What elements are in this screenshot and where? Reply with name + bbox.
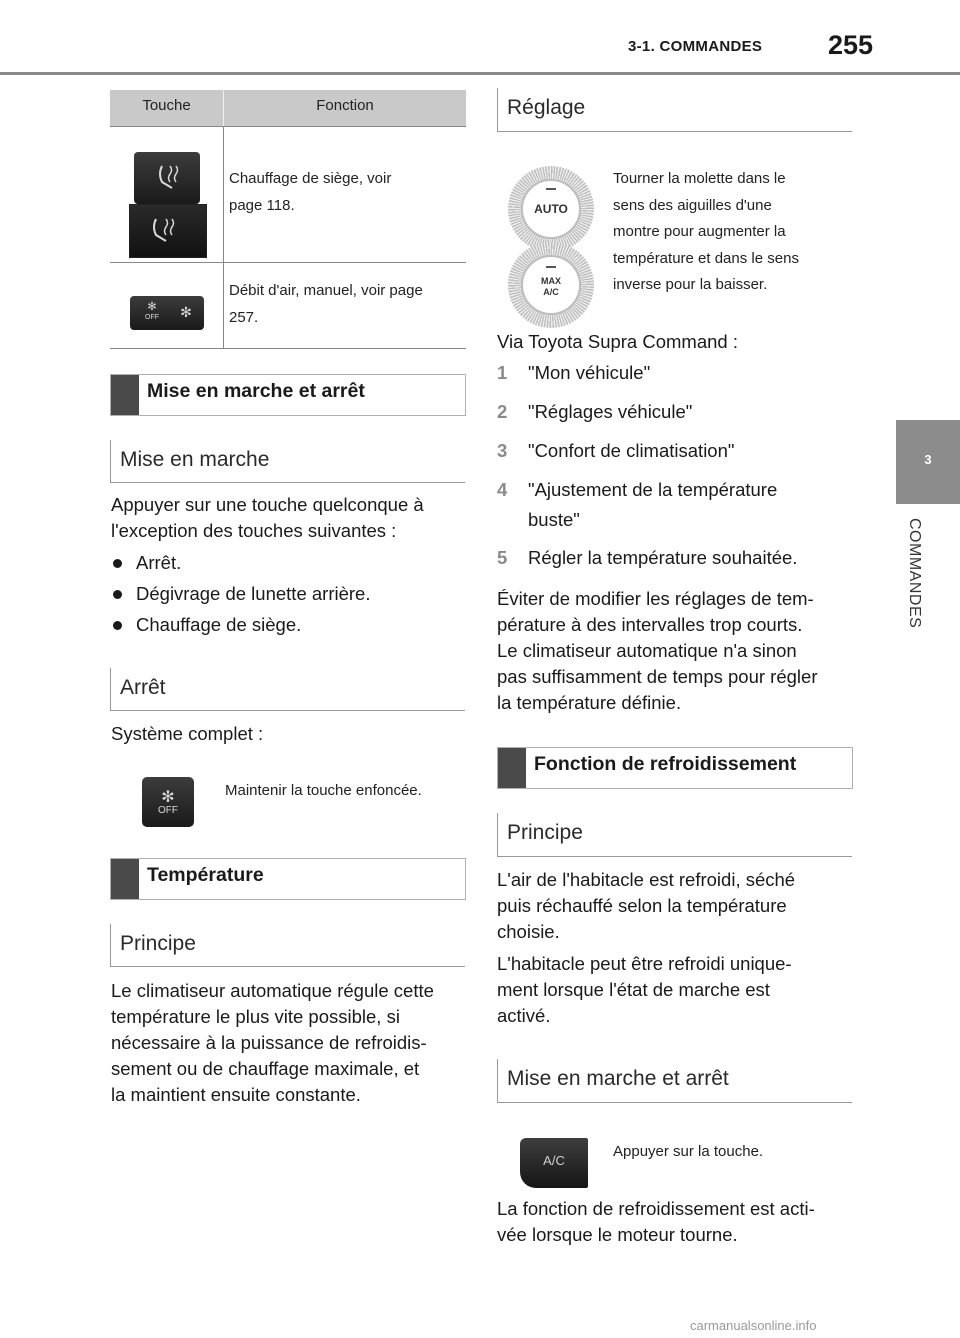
- step-text: buste": [528, 509, 580, 530]
- bullet-dot: [113, 559, 122, 568]
- seat-heating-button-upper: [134, 152, 200, 204]
- page-number: 255: [828, 30, 874, 60]
- fan-off-label: OFF: [158, 805, 178, 816]
- fan-off-button: [142, 777, 194, 827]
- seat-heat-icon: [134, 152, 200, 204]
- subheading-adjustment: Réglage: [497, 88, 852, 132]
- table-row-divider: [110, 262, 466, 263]
- table-bottom-rule: [110, 348, 466, 349]
- step-number: 2: [497, 401, 508, 422]
- subheading-cooling-on-off: Mise en marche et arrêt: [497, 1059, 852, 1103]
- fan-off-icon: ✻: [161, 789, 175, 806]
- auto-knob: [508, 166, 594, 252]
- fan-speed-buttons: [130, 296, 204, 330]
- step-text: "Ajustement de la température: [528, 479, 778, 500]
- watermark: carmanualsonline.info: [690, 1318, 817, 1333]
- table-row-airflow: Débit d'air, manuel, voir page 257.: [229, 282, 423, 326]
- subheading-switch-on: Mise en marche: [110, 440, 465, 483]
- paragraph-cooling-activation: La fonction de refroidissement est acti- vée lorsque le moteur tourne.: [497, 1198, 815, 1245]
- knob-instructions: Tourner la molette dans le sens des aiguilles d'une montre pour augmenter la température et dans le sens inverse pour la baisser.: [613, 170, 799, 293]
- bullet-item-seat-heating: Chauffage de siège.: [136, 614, 302, 635]
- paragraph-via-command: Via Toyota Supra Command :: [497, 331, 738, 352]
- section-heading-bar: [498, 748, 526, 788]
- running-header-section: 3-1. COMMANDES: [628, 38, 763, 55]
- bullet-dot: [113, 621, 122, 630]
- step-number: 1: [497, 362, 508, 383]
- step-number: 5: [497, 547, 508, 568]
- paragraph-adjust-warning: Éviter de modifier les réglages de tem- pérature à des intervalles trop courts. Le climatiseur automatique n'a sinon pas suffisamment de temps pour régler la température définie.: [497, 588, 818, 713]
- subheading-principle-temperature: Principe: [110, 924, 465, 967]
- bullet-dot: [113, 590, 122, 599]
- step-number: 3: [497, 440, 508, 461]
- section-heading-on-off: Mise en marche et arrêt: [110, 374, 466, 416]
- step-text: Régler la température souhaitée.: [528, 547, 798, 568]
- press-button-note: Appuyer sur la touche.: [613, 1143, 764, 1160]
- fan-off-icon: ✻: [147, 301, 157, 313]
- table-row-seat-heating: Chauffage de siège, voir page 118.: [229, 170, 392, 214]
- section-heading-bar: [111, 375, 139, 415]
- step-text: "Confort de climatisation": [528, 440, 735, 461]
- paragraph-cooling-condition: L'habitacle peut être refroidi unique- ment lorsque l'état de marche est activé.: [497, 953, 792, 1026]
- table-header-function: Fonction: [316, 97, 374, 114]
- ac-button-label: A/C: [543, 1153, 565, 1168]
- bullet-item-off: Arrêt.: [136, 552, 182, 573]
- subheading-switch-off: Arrêt: [110, 668, 465, 711]
- subheading-principle-cooling: Principe: [497, 813, 852, 857]
- fan-off-label: OFF: [145, 314, 159, 321]
- ac-button: [520, 1138, 588, 1188]
- table-column-divider: [223, 126, 224, 348]
- paragraph-temperature-principle: Le climatiseur automatique régule cette température le plus vite possible, si nécessaire à la puissance de refroidis- sement ou de chauffage maximale, et la maintient ensuite constante.: [111, 980, 434, 1105]
- ac-knob-label: A/C: [543, 287, 559, 297]
- seat-heating-button-lower: [129, 204, 207, 258]
- hold-button-note: Maintenir la touche enfoncée.: [225, 782, 422, 799]
- fan-icon: ✻: [180, 304, 192, 320]
- auto-knob-label: AUTO: [534, 202, 568, 216]
- table-header-key: Touche: [142, 97, 191, 114]
- paragraph-switch-on: Appuyer sur une touche quelconque à l'exception des touches suivantes :: [111, 494, 424, 541]
- section-heading-temperature: Température: [110, 858, 466, 900]
- chapter-label: COMMANDES: [906, 518, 923, 629]
- section-heading-cooling: Fonction de refroidissement: [497, 747, 853, 789]
- max-knob-label: MAX: [541, 276, 561, 286]
- paragraph-complete-system: Système complet :: [111, 723, 264, 744]
- max-ac-knob: [508, 242, 594, 328]
- step-text: "Réglages véhicule": [528, 401, 693, 422]
- step-number: 4: [497, 479, 508, 500]
- step-text: "Mon véhicule": [528, 362, 651, 383]
- bullet-item-rear-defrost: Dégivrage de lunette arrière.: [136, 583, 371, 604]
- chapter-number: 3: [924, 452, 932, 467]
- section-heading-bar: [111, 859, 139, 899]
- header-rule: [0, 72, 960, 75]
- seat-heat-icon: [130, 205, 206, 257]
- table-header: [110, 90, 466, 127]
- paragraph-cooling-principle: L'air de l'habitacle est refroidi, séché puis réchauffé selon la température choisie.: [497, 869, 796, 942]
